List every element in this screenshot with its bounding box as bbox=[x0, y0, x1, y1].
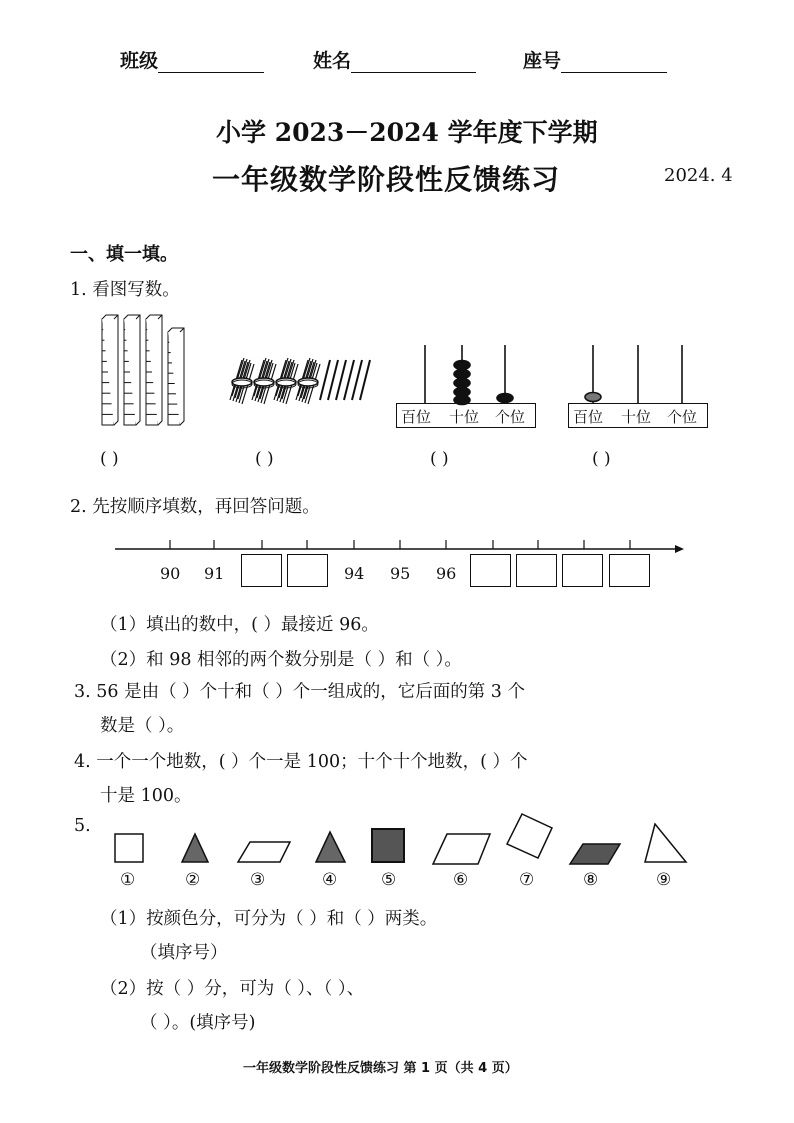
nl-label-96: 96 bbox=[436, 564, 457, 583]
class-label-row bbox=[120, 46, 264, 73]
title-date: 2024. 4 bbox=[664, 165, 733, 186]
q1-answer-2[interactable]: ( ) bbox=[255, 449, 274, 469]
nl-blank-93[interactable] bbox=[287, 554, 328, 587]
stick-bundles-icon bbox=[230, 358, 370, 404]
nl-label-95: 95 bbox=[390, 564, 411, 583]
section1-heading: 一、填一填。 bbox=[70, 244, 178, 265]
q2-label: 2. 先按顺序填数，再回答问题。 bbox=[70, 497, 320, 517]
q1-label: 1. 看图写数。 bbox=[70, 280, 180, 300]
q1-answer-4[interactable]: ( ) bbox=[592, 449, 611, 469]
shape-num-3: ③ bbox=[250, 870, 266, 890]
shape-num-9: ⑨ bbox=[656, 870, 672, 890]
shape-7-square-icon bbox=[507, 814, 552, 858]
q5-shapes bbox=[100, 812, 700, 872]
shape-num-5: ⑤ bbox=[381, 870, 397, 890]
name-label-row bbox=[313, 46, 476, 73]
abacus-2-icon bbox=[585, 345, 682, 403]
place-hundreds: 百位 bbox=[401, 408, 432, 426]
q3-line1: 3. 56 是由（ ）个十和（ ）个一组成的，它后面的第 3 个 bbox=[74, 682, 525, 702]
place-tens: 十位 bbox=[621, 408, 652, 426]
cube-rods-icon bbox=[102, 315, 184, 425]
q1-answer-1[interactable]: ( ) bbox=[100, 449, 119, 469]
nl-blank-98[interactable] bbox=[516, 554, 557, 587]
place-ones: 个位 bbox=[495, 408, 526, 426]
shape-2-triangle-icon bbox=[182, 834, 208, 862]
shape-1-square-icon bbox=[115, 834, 143, 862]
nl-blank-97[interactable] bbox=[470, 554, 511, 587]
q2-sub1: （1）填出的数中，( ）最接近 96。 bbox=[100, 615, 379, 635]
shape-5-square-icon bbox=[372, 829, 404, 862]
class-field[interactable] bbox=[158, 54, 264, 73]
shape-num-1: ① bbox=[120, 870, 136, 890]
nl-label-90: 90 bbox=[160, 564, 181, 583]
shape-num-8: ⑧ bbox=[583, 870, 599, 890]
place-tens: 十位 bbox=[449, 408, 480, 426]
place-hundreds: 百位 bbox=[573, 408, 604, 426]
abacus-1-icon bbox=[425, 345, 513, 405]
shape-num-6: ⑥ bbox=[453, 870, 469, 890]
shape-4-triangle-icon bbox=[316, 832, 345, 862]
abacus-1-place-labels bbox=[396, 403, 536, 428]
nl-blank-99[interactable] bbox=[562, 554, 603, 587]
seat-field[interactable] bbox=[561, 54, 667, 73]
shape-9-triangle-icon bbox=[645, 824, 686, 862]
nl-blank-92[interactable] bbox=[241, 554, 282, 587]
q4-line2: 十是 100。 bbox=[100, 786, 192, 806]
q5-sub2-line2: （ ）。(填序号) bbox=[140, 1013, 256, 1033]
q2-sub2: （2）和 98 相邻的两个数分别是（ ）和（ ）。 bbox=[100, 650, 462, 670]
name-label: 姓名 bbox=[313, 50, 352, 72]
shape-num-2: ② bbox=[185, 870, 201, 890]
q1-answer-3[interactable]: ( ) bbox=[430, 449, 449, 469]
page-footer: 一年级数学阶段性反馈练习 第 1 页（共 4 页） bbox=[243, 1061, 518, 1076]
class-label: 班级 bbox=[120, 50, 159, 72]
shape-3-parallelogram-icon bbox=[238, 842, 290, 862]
shape-num-4: ④ bbox=[322, 870, 338, 890]
shape-6-parallelogram-icon bbox=[433, 834, 490, 864]
q4-line1: 4. 一个一个地数，( ）个一是 100；十个十个地数，( ）个 bbox=[74, 752, 528, 772]
title-line1: 小学 2023－2024 学年度下学期 bbox=[216, 118, 598, 147]
q5-sub2-line1: （2）按（ ）分，可为（ ）、（ ）、 bbox=[100, 979, 365, 999]
title-line2: 一年级数学阶段性反馈练习 bbox=[212, 163, 561, 196]
shape-num-7: ⑦ bbox=[519, 870, 535, 890]
shape-8-parallelogram-icon bbox=[570, 844, 620, 864]
q5-sub1-line1: （1）按颜色分，可分为（ ）和（ ）两类。 bbox=[100, 909, 438, 929]
nl-label-91: 91 bbox=[204, 564, 225, 583]
place-ones: 个位 bbox=[667, 408, 698, 426]
abacus-2-place-labels bbox=[568, 403, 708, 428]
nl-label-94: 94 bbox=[344, 564, 365, 583]
q3-line2: 数是（ ）。 bbox=[100, 716, 185, 736]
q5-label: 5. bbox=[74, 816, 91, 836]
name-field[interactable] bbox=[351, 54, 476, 73]
number-line bbox=[110, 535, 690, 560]
seat-label-row bbox=[523, 46, 667, 73]
nl-blank-100[interactable] bbox=[609, 554, 650, 587]
q5-sub1-line2: （填序号） bbox=[140, 943, 228, 963]
seat-label: 座号 bbox=[523, 50, 562, 72]
